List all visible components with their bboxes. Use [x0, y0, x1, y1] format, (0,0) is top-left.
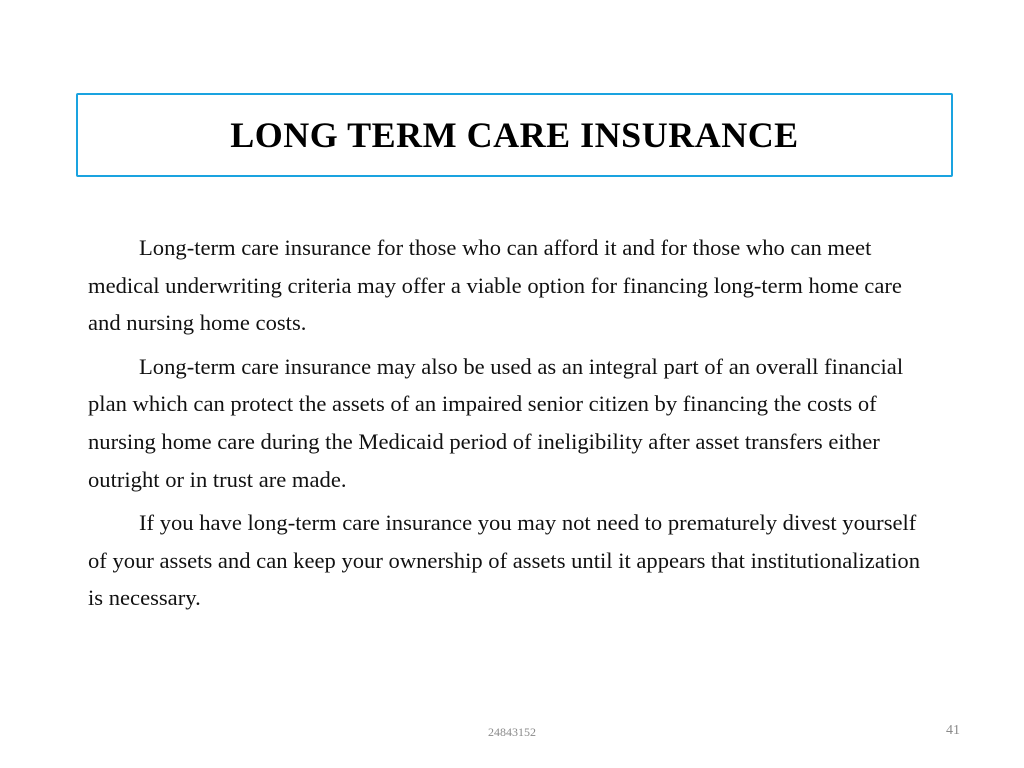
- slide-body: [88, 229, 933, 623]
- paragraph-1: Long-term care insurance for those who can afford it and for those who can meet medical underwriting criteria may offer a viable option for financing long-term home care and nursing home costs.: [88, 235, 902, 336]
- paragraph-2: Long-term care insurance may also be used as an integral part of an overall financial plan which can protect the assets of an impaired senior citizen by financing the costs of nursing home care during the Medicaid period of ineligibility after asset transfers either outright or in trust are made.: [88, 353, 904, 492]
- title-box: [76, 93, 953, 177]
- slide-title: LONG TERM CARE INSURANCE: [230, 115, 799, 155]
- page-number: 41: [946, 723, 960, 738]
- paragraph-3: If you have long-term care insurance you may not need to prematurely divest yourself of your assets and can keep your ownership of assets until it appears that institutionalization is necessary.: [88, 510, 921, 611]
- footer-id: 24843152: [488, 725, 536, 739]
